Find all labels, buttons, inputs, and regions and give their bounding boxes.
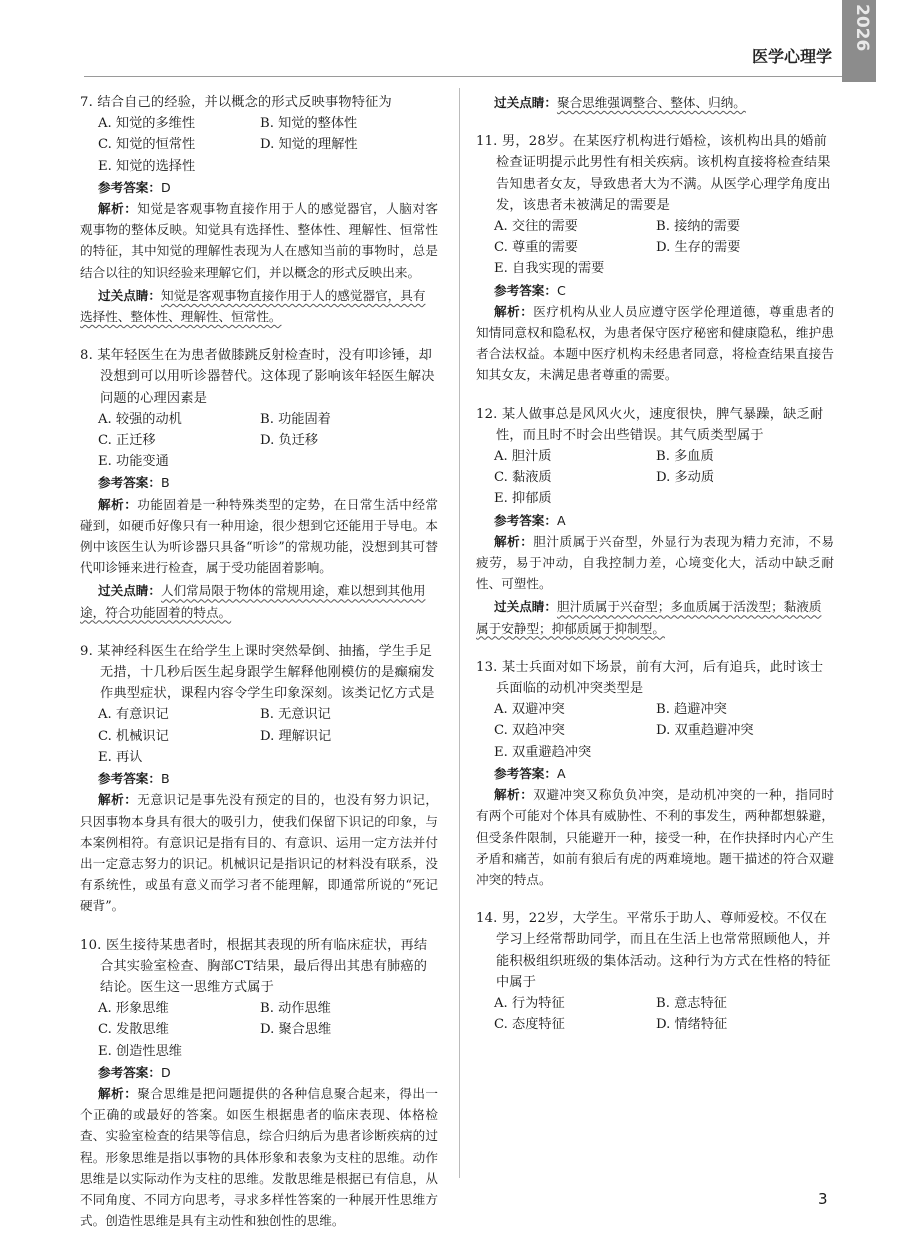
- option-a: A. 有意识记: [98, 707, 169, 723]
- option-d: D. 理解识记: [260, 728, 332, 744]
- analysis-text: 知觉是客观事物直接作用于人的感觉器官，人脑对客观事物的整体反映。知觉具有选择性、整体性、理解性、恒常性的特征，其中知觉的理解性表现为人在感知当前的事物时，总是结合以往的知识经验来理解它们，并以概念的形式反映出来。: [80, 201, 439, 280]
- analysis-text: 功能固着是一种特殊类型的定势，在日常生活中经常碰到，如硬币好像只有一种用途，很少想到它还能用于导电。本例中该医生认为听诊器只具备“听诊”的常规功能，没想到其可替代叩诊锤来进行检查，属于受功能固着影响。: [80, 496, 439, 576]
- question-8: [80, 345, 438, 623]
- answer-label: 参考答案：: [98, 179, 161, 195]
- option-b: B. 接纳的需要: [656, 219, 741, 235]
- left-column: [80, 92, 438, 1249]
- question-stem: 11. 男，28岁。在某医疗机构进行婚检，该机构出具的婚前检查证明提示此男性有相关疾病。该机构直接将检查结果告知患者女友，导致患者大为不满。从医学心理学角度出发，该患者未被满足的需要是: [476, 134, 831, 213]
- option-c: C. 正迁移: [98, 433, 156, 449]
- analysis-text: 胆汁质属于兴奋型，外显行为表现为精力充沛，不易疲劳，易于冲动，自我控制力差，心境变化大，活动中缺乏耐性、可塑性。: [476, 533, 835, 592]
- options-grid: [476, 216, 834, 258]
- answer-label: 参考答案：: [98, 771, 161, 787]
- options-grid: [80, 409, 438, 451]
- key-point: [80, 580, 438, 622]
- analysis-label: 解析：: [98, 201, 138, 217]
- option-a: A. 知觉的多维性: [98, 116, 196, 132]
- analysis: [80, 789, 438, 916]
- option-c: C. 发散思维: [98, 1022, 169, 1038]
- option-a: A. 行为特征: [494, 995, 565, 1011]
- analysis-text: 无意识记是事先没有预定的目的，也没有努力识记，只因事物本身具有很大的吸引力，使我们保留下识记的印象，与本案例相符。有意识记是指有目的、有意识、运用一定方法并付出一定意志努力的识记。机械识记是指识记的材料没有联系，没有系统性，或虽有意义而学习者不能理解，即通常所说的“死记硬背”。: [80, 792, 439, 914]
- answer-label: 参考答案：: [494, 282, 557, 298]
- answer-value: B: [160, 771, 170, 787]
- option-c: C. 尊重的需要: [494, 240, 578, 256]
- answer-label: 参考答案：: [98, 1064, 161, 1080]
- answer-label: 参考答案：: [98, 475, 161, 491]
- question-7: [80, 92, 438, 327]
- option-d: D. 生存的需要: [656, 240, 741, 256]
- answer-label: 参考答案：: [494, 512, 557, 528]
- right-column: [476, 92, 834, 1053]
- answer-value: C: [556, 282, 566, 298]
- option-e: E. 创造性思维: [98, 1043, 182, 1059]
- key-point-label: 过关点睛：: [98, 287, 161, 303]
- option-b: B. 知觉的整体性: [260, 116, 358, 132]
- answer-label: 参考答案：: [494, 765, 557, 781]
- option-d: D. 知觉的理解性: [260, 137, 358, 153]
- key-point-text: 知觉是客观事物直接作用于人的感觉器官，具有选择性、整体性、理解性、恒常性。: [80, 287, 426, 325]
- answer-line: [476, 763, 834, 784]
- answer-line: [476, 510, 834, 531]
- option-b: B. 意志特征: [656, 995, 727, 1011]
- option-e: E. 知觉的选择性: [98, 158, 196, 174]
- option-c: C. 黏液质: [494, 470, 552, 486]
- analysis-text: 聚合思维是把问题提供的各种信息聚合起来，得出一个正确的或最好的答案。如医生根据患者的临床表现、体格检查、实验室检查的结果等信息，综合归纳后为患者诊断疾病的过程。形象思维是指以事物的具体形象和表象为支柱的思维。动作思维是以实际动作为支柱的思维。发散思维是根据已有信息，从不同角度、不同方向思考，寻求多样性答案的一种展开性思维方式。创造性思维是具有主动性和独创性的思维。: [80, 1085, 439, 1229]
- option-d: D. 双重趋避冲突: [656, 723, 754, 739]
- header-rule: [84, 76, 842, 77]
- answer-value: D: [160, 1064, 171, 1080]
- option-e: E. 双重避趋冲突: [494, 744, 592, 760]
- analysis: [80, 1083, 438, 1231]
- question-11: [476, 131, 834, 385]
- answer-line: [80, 1062, 438, 1083]
- option-b: B. 趋避冲突: [656, 702, 727, 718]
- option-b: B. 功能固着: [260, 411, 331, 427]
- option-d: D. 情绪特征: [656, 1017, 728, 1033]
- analysis-label: 解析：: [98, 1085, 138, 1101]
- analysis-label: 解析：: [98, 792, 138, 808]
- question-stem: 9. 某神经科医生在给学生上课时突然晕倒、抽搐，学生手足无措，十几秒后医生起身跟学生解释他刚模仿的是癫痫发作典型症状，课程内容令学生印象深刻。该类记忆方式是: [80, 643, 435, 702]
- key-point-text: 胆汁质属于兴奋型；多血质属于活泼型；黏液质属于安静型；抑郁质属于抑制型。: [476, 599, 822, 636]
- question-stem: 14. 男，22岁，大学生。平常乐于助人、尊师爱校。不仅在学习上经常帮助同学，而且在生活上也常常照顾他人，并能积极组织班级的集体活动。这种行为方式在性格的特征中属于: [476, 911, 831, 990]
- options-grid: [80, 704, 438, 746]
- analysis: [476, 301, 834, 386]
- option-d: D. 多动质: [656, 470, 715, 486]
- question-13: [476, 657, 834, 890]
- option-e: E. 功能变通: [98, 454, 169, 470]
- option-d: D. 聚合思维: [260, 1022, 332, 1038]
- question-stem: 13. 某士兵面对如下场景，前有大河，后有追兵，此时该士兵面临的动机冲突类型是: [476, 659, 824, 697]
- analysis-label: 解析：: [494, 533, 534, 549]
- option-e: E. 自我实现的需要: [494, 261, 605, 277]
- key-point: [476, 92, 834, 113]
- running-header-title: 医学心理学: [752, 47, 833, 66]
- option-d: D. 负迁移: [260, 433, 319, 449]
- option-c: C. 态度特征: [494, 1017, 565, 1033]
- options-grid: [80, 998, 438, 1040]
- analysis: [80, 494, 438, 579]
- analysis-label: 解析：: [98, 496, 138, 512]
- question-10-continued: [476, 92, 834, 113]
- column-divider: [459, 88, 460, 1178]
- option-c: C. 双趋冲突: [494, 723, 565, 739]
- options-grid: [476, 446, 834, 488]
- question-stem: 7. 结合自己的经验，并以概念的形式反映事物特征为: [80, 95, 392, 110]
- answer-line: [80, 472, 438, 493]
- analysis-text: 双避冲突又称负负冲突，是动机冲突的一种，指同时有两个可能对个体具有威胁性、不利的事发生，两种都想躲避，但受条件限制，只能避开一种，接受一种，在作抉择时内心产生矛盾和痛苦，如前有狼后有虎的两难境地。题干描述的符合双避冲突的特点。: [476, 787, 835, 887]
- year-tab-text: 2026: [852, 4, 872, 52]
- analysis: [476, 531, 834, 595]
- option-a: A. 交往的需要: [494, 219, 578, 235]
- option-a: A. 双避冲突: [494, 702, 565, 718]
- answer-line: [80, 768, 438, 789]
- analysis-label: 解析：: [494, 787, 534, 803]
- options-grid: [476, 993, 834, 1035]
- analysis-text: 医疗机构从业人员应遵守医学伦理道德，尊重患者的知情同意权和隐私权，为患者保守医疗秘密和健康隐私，维护患者合法权益。本题中医疗机构未经患者同意，将检查结果直接告知其女友，未满足患者尊重的需要。: [476, 303, 835, 383]
- key-point-label: 过关点睛：: [494, 95, 557, 110]
- key-point: [80, 285, 438, 327]
- option-c: C. 知觉的恒常性: [98, 137, 196, 153]
- option-a: A. 较强的动机: [98, 411, 182, 427]
- option-b: B. 动作思维: [260, 1001, 331, 1017]
- analysis-label: 解析：: [494, 303, 534, 319]
- question-stem: 8. 某年轻医生在为患者做膝跳反射检查时，没有叩诊锤，却没想到可以用听诊器替代。这体现了影响该年轻医生解决问题的心理因素是: [80, 348, 435, 406]
- options-grid: [80, 113, 438, 155]
- option-b: B. 多血质: [656, 449, 714, 465]
- question-stem: 12. 某人做事总是风风火火，速度很快，脾气暴躁，缺乏耐性，而且时不时会出些错误。其气质类型属于: [476, 406, 824, 443]
- option-b: B. 无意识记: [260, 707, 331, 723]
- key-point-text: 人们常局限于物体的常规用途，难以想到其他用途，符合功能固着的特点。: [80, 583, 426, 620]
- answer-value: A: [556, 512, 566, 528]
- page-number: 3: [818, 1190, 828, 1208]
- year-tab: [842, 0, 876, 82]
- answer-line: [476, 280, 834, 301]
- analysis: [80, 198, 438, 283]
- option-e: E. 再认: [98, 749, 143, 765]
- answer-value: B: [160, 475, 170, 491]
- key-point: [476, 596, 834, 638]
- question-12: [476, 404, 834, 639]
- option-a: A. 形象思维: [98, 1001, 169, 1017]
- question-10: [80, 935, 438, 1232]
- key-point-label: 过关点睛：: [494, 599, 557, 615]
- question-14: [476, 908, 834, 1035]
- question-stem: 10. 医生接待某患者时，根据其表现的所有临床症状，再结合其实验室检查、胸部CT结果，最后得出其患有肺癌的结论。医生这一思维方式属于: [80, 937, 428, 995]
- option-c: C. 机械识记: [98, 728, 169, 744]
- key-point-label: 过关点睛：: [98, 583, 161, 599]
- question-9: [80, 641, 438, 917]
- analysis: [476, 784, 834, 890]
- answer-line: [80, 177, 438, 198]
- answer-value: D: [160, 179, 171, 195]
- option-a: A. 胆汁质: [494, 449, 552, 465]
- options-grid: [476, 699, 834, 741]
- key-point-text: 聚合思维强调整合、整体、归纳。: [556, 95, 746, 110]
- answer-value: A: [556, 765, 566, 781]
- option-e: E. 抑郁质: [494, 491, 552, 507]
